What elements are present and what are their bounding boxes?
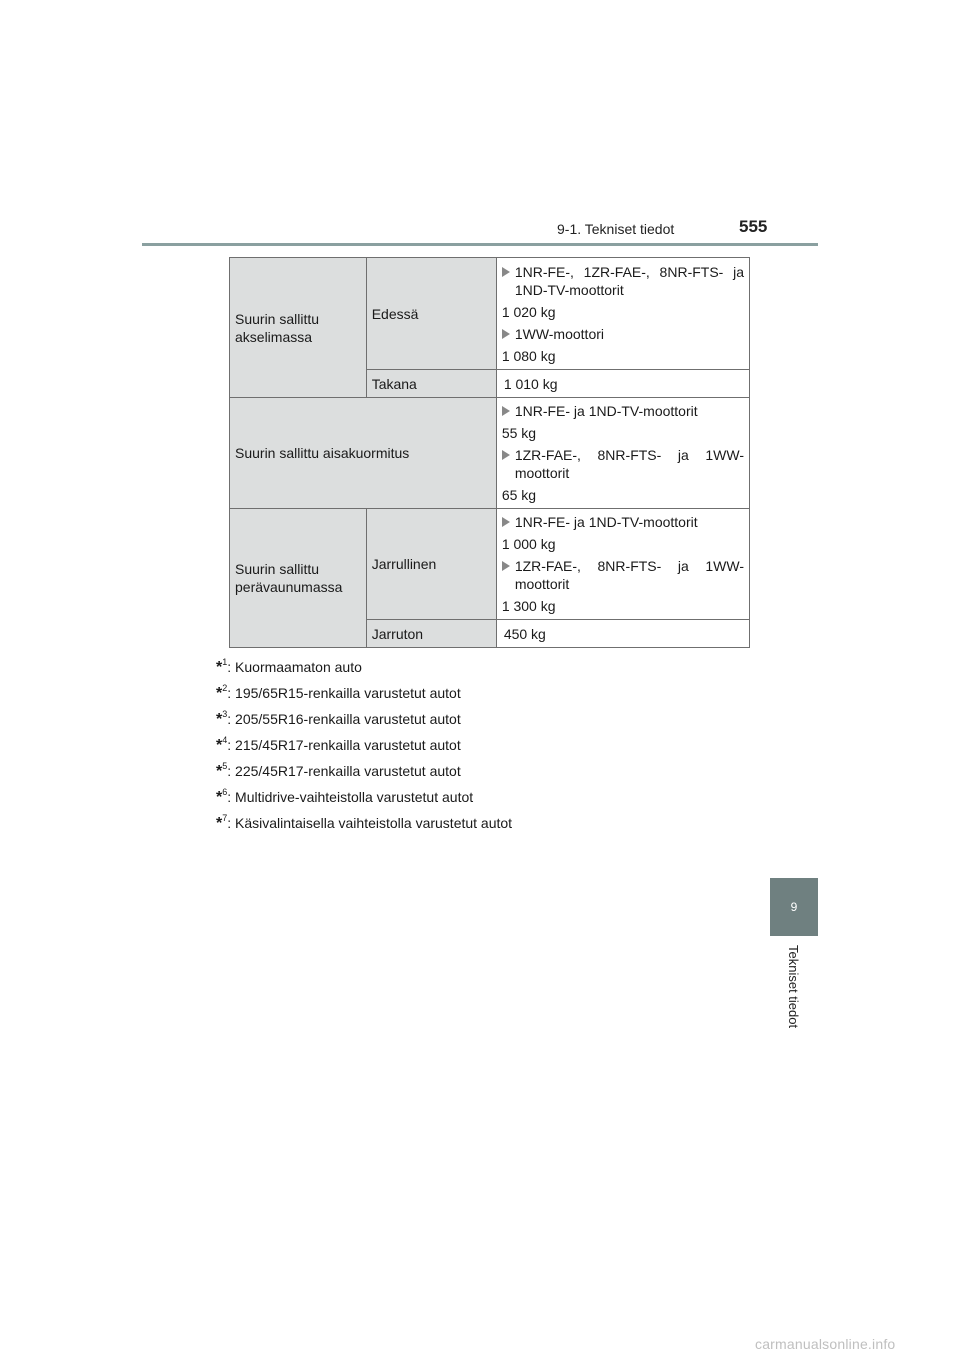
list-item: 1WW-moottori	[502, 325, 744, 343]
triangle-bullet-icon	[502, 450, 510, 460]
value-text: 1 000 kg	[501, 536, 556, 552]
row-sublabel: Takana	[366, 370, 496, 398]
value-text: 1 300 kg	[501, 598, 556, 614]
row-value: 1 010 kg	[496, 370, 749, 398]
chapter-tab: 9	[770, 878, 818, 936]
header-divider	[142, 243, 818, 246]
footnote: *$^3$: 205/55R16-renkailla varustetut autot	[216, 709, 461, 728]
section-title: 9-1. Tekniset tiedot	[557, 221, 675, 237]
table-row	[230, 398, 750, 509]
value-text: 55 kg	[501, 425, 537, 441]
specifications-table	[229, 257, 750, 648]
value-text: 65 kg	[501, 487, 537, 503]
triangle-bullet-icon	[502, 517, 510, 527]
footnote: *$^6$: Multidrive-vaihteistolla varustetut autot	[216, 787, 474, 806]
row-sublabel: Jarrullinen	[366, 509, 496, 620]
table-row	[230, 509, 750, 620]
row-value: 450 kg	[496, 620, 749, 648]
table-row	[230, 258, 750, 370]
watermark-text: carmanualsonline.info	[755, 1336, 896, 1352]
triangle-bullet-icon	[502, 329, 510, 339]
value-text: 1 080 kg	[501, 347, 556, 364]
footnote: *$^7$: Käsivalintaisella vaihteistolla varustetut autot	[216, 813, 513, 832]
page-number: 555	[739, 217, 768, 236]
row-label: Suurin sallittu akselimassa	[230, 258, 367, 398]
row-value	[496, 509, 749, 620]
footnote: *$^1$: Kuormaamaton auto	[216, 657, 362, 676]
row-sublabel: Jarruton	[366, 620, 496, 648]
triangle-bullet-icon	[502, 267, 510, 277]
row-label: Suurin sallittu perävaunumassa	[230, 509, 367, 648]
triangle-bullet-icon	[502, 406, 510, 416]
footnote: *$^2$: 195/65R15-renkailla varustetut autot	[216, 683, 461, 702]
footnote: *$^4$: 215/45R17-renkailla varustetut autot	[216, 735, 461, 754]
row-value	[496, 398, 749, 509]
footnotes	[216, 652, 512, 834]
row-value	[496, 258, 749, 370]
chapter-tab-label: Tekniset tiedot	[786, 945, 801, 1029]
list-item: 1NR-FE- ja 1ND-TV-moottorit	[502, 513, 744, 531]
list-item: 1ZR-FAE-, 8NR-FTS- ja 1WW-moottorit	[502, 446, 744, 482]
list-item: 1NR-FE- ja 1ND-TV-moottorit	[502, 402, 744, 420]
list-item: 1ZR-FAE-, 8NR-FTS- ja 1WW-moottorit	[502, 557, 744, 593]
footnote: *$^5$: 225/45R17-renkailla varustetut autot	[216, 761, 461, 780]
list-item: 1NR-FE-, 1ZR-FAE-, 8NR-FTS- ja 1ND-TV-moottorit	[502, 263, 744, 299]
triangle-bullet-icon	[502, 561, 510, 571]
row-label: Suurin sallittu aisakuormitus	[230, 398, 497, 509]
value-text: 1 020 kg	[501, 303, 556, 320]
row-sublabel: Edessä	[366, 258, 496, 370]
